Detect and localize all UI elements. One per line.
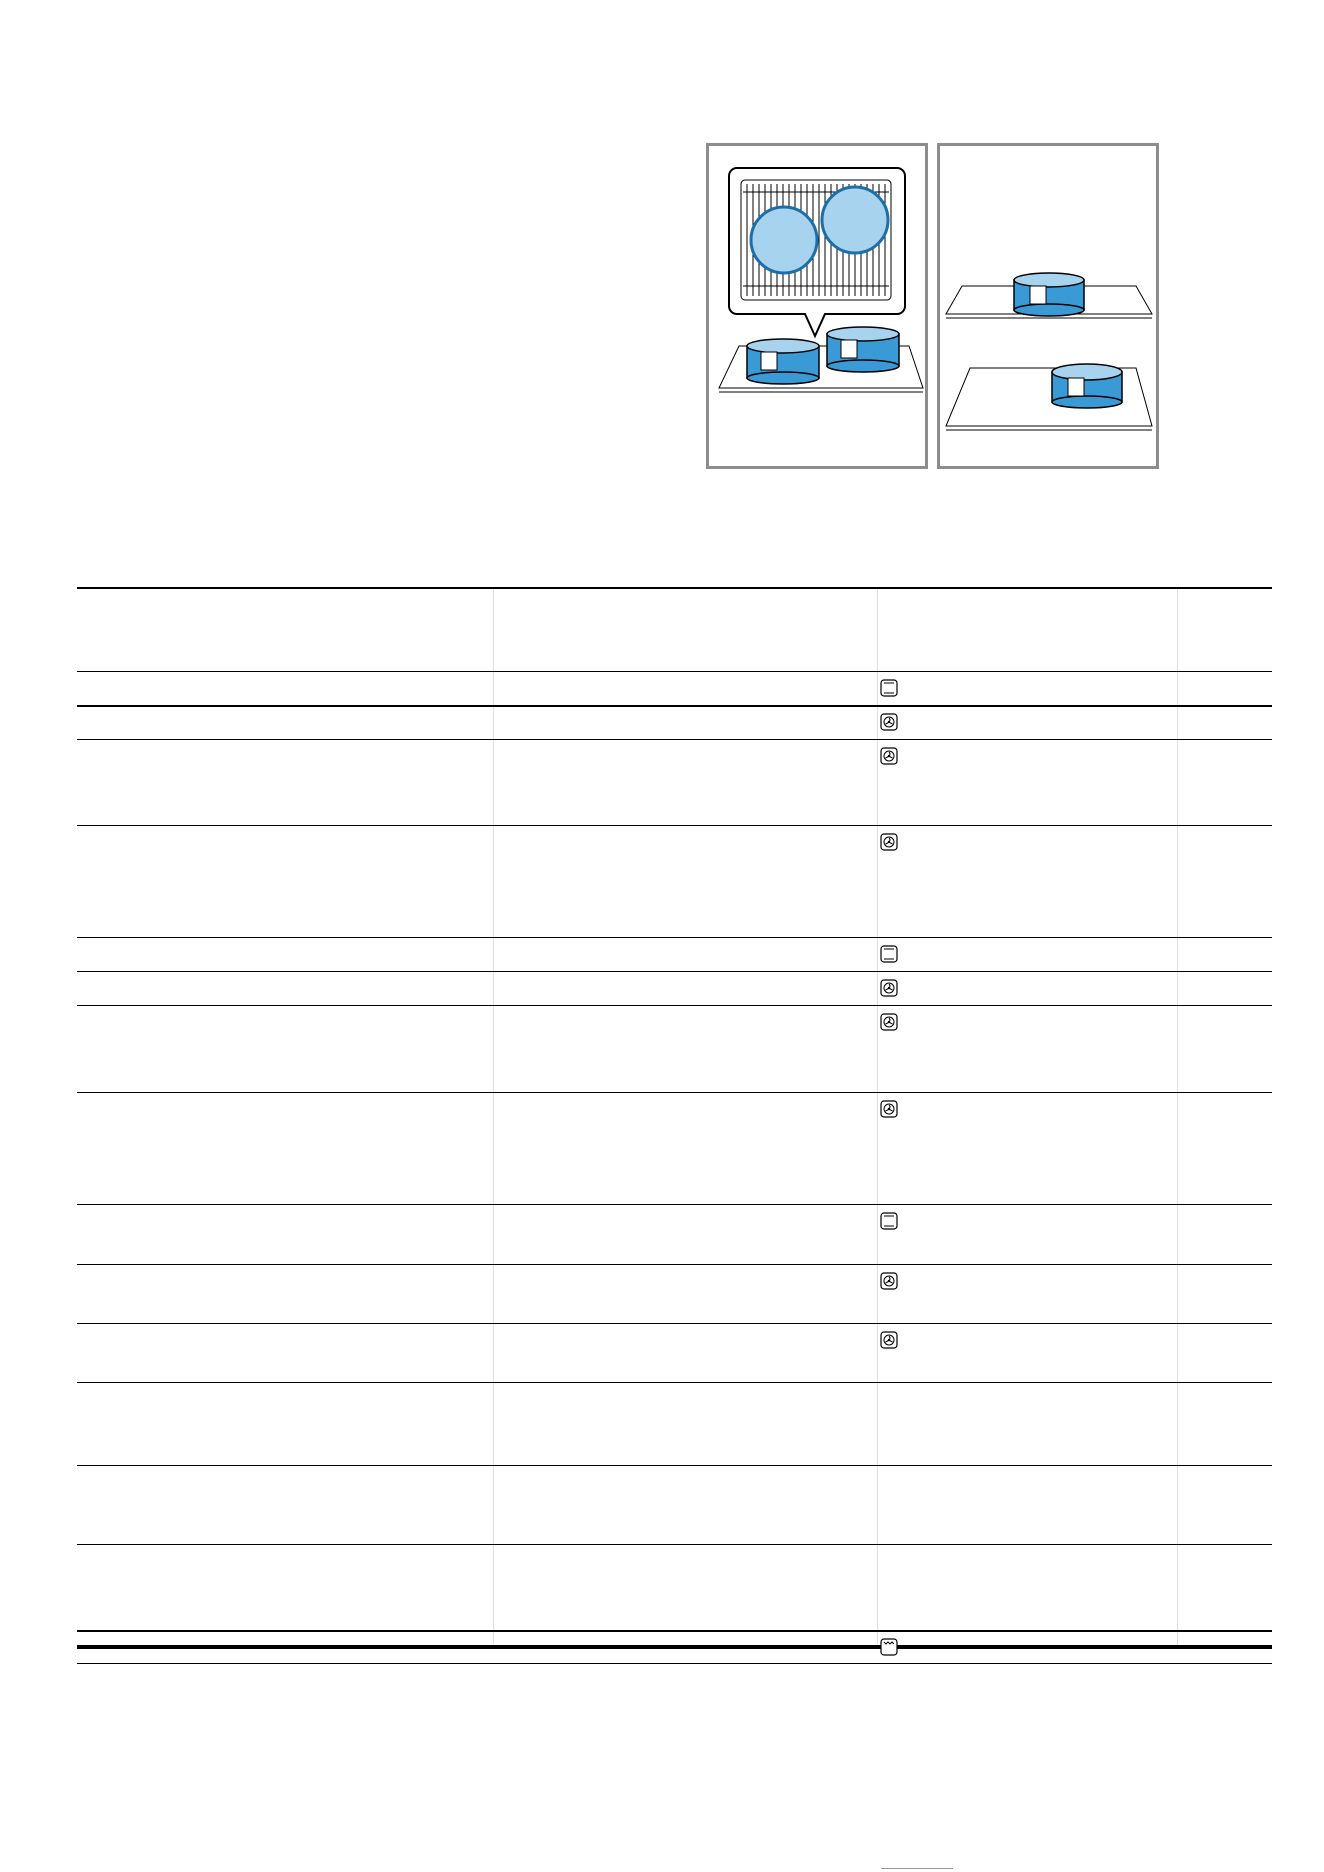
- top-bottom-heat-icon: [880, 945, 898, 963]
- table-row-rule: [77, 1005, 1272, 1006]
- column-separator: [493, 587, 494, 1645]
- figure-pans-two-shelves: [937, 143, 1159, 469]
- hot-air-icon: [880, 1100, 898, 1118]
- table-row-rule: [77, 937, 1272, 938]
- settings-table: [77, 587, 1272, 1649]
- hot-air-icon: [880, 1013, 898, 1031]
- springform-pan-lower: [1052, 364, 1122, 408]
- springform-pan-left: [747, 339, 819, 384]
- top-bottom-heat-icon: [880, 679, 898, 697]
- table-row-rule: [77, 825, 1272, 826]
- table-row-rule: [77, 671, 1272, 672]
- hot-air-icon: [880, 1272, 898, 1290]
- hot-air-icon: [880, 1331, 898, 1349]
- column-separator: [1177, 587, 1178, 1645]
- table-row-rule: [77, 1465, 1272, 1466]
- hot-air-icon: [880, 747, 898, 765]
- table-row-rule: [77, 705, 1272, 707]
- hot-air-icon: [880, 979, 898, 997]
- hot-air-icon: [880, 713, 898, 731]
- footer-rule: [881, 1868, 953, 1869]
- table-row-rule: [77, 1663, 1272, 1664]
- table-row-rule: [77, 1544, 1272, 1545]
- table-row-rule: [77, 1382, 1272, 1383]
- table-row-rule: [77, 1323, 1272, 1324]
- table-row-rule: [77, 1264, 1272, 1265]
- figure-two-pans-one-shelf: [706, 143, 928, 469]
- column-separator: [877, 587, 878, 1645]
- springform-pan-right: [827, 327, 899, 372]
- pan-top-view-right: [822, 187, 888, 253]
- table-row-rule: [77, 1204, 1272, 1205]
- springform-pan-upper: [1014, 273, 1084, 316]
- table-row-rule: [77, 971, 1272, 972]
- grill-icon: [880, 1638, 898, 1656]
- table-row-rule: [77, 587, 1272, 589]
- table-row-rule: [77, 739, 1272, 740]
- pan-top-view-left: [751, 207, 817, 273]
- table-row-rule: [77, 1630, 1272, 1632]
- top-bottom-heat-icon: [880, 1212, 898, 1230]
- table-row-rule: [77, 1092, 1272, 1093]
- hot-air-icon: [880, 833, 898, 851]
